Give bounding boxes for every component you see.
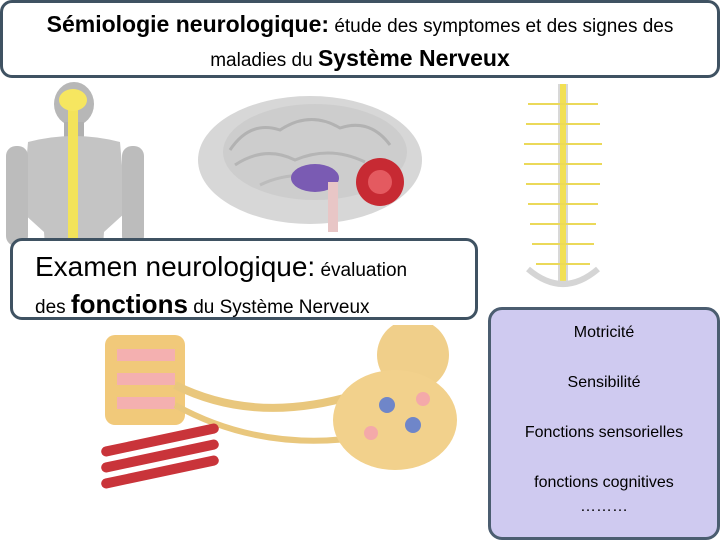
functions-list-box	[488, 307, 720, 540]
exam-box	[10, 238, 478, 320]
nerve-tissue-illustration	[95, 325, 485, 495]
exam-line-1	[35, 251, 407, 283]
list-item-fonctions-cognitives: fonctions cognitives	[534, 474, 674, 491]
exam-emphasis: fonctions	[70, 289, 188, 319]
title-subtext-2: maladies du	[210, 50, 313, 71]
exam-line-2	[35, 289, 370, 320]
title-box	[0, 0, 720, 78]
list-item-fonctions-sensorielles: Fonctions sensorielles	[524, 424, 684, 441]
exam-subtext-2: des	[35, 297, 66, 318]
list-item-motricite: Motricité	[573, 324, 635, 341]
title-line-1	[3, 11, 717, 38]
title-heading: Sémiologie neurologique:	[46, 11, 330, 37]
exam-subtext-3: du Système Nerveux	[193, 297, 370, 318]
spine-illustration	[508, 84, 618, 294]
list-item-ellipsis: ………	[580, 498, 628, 515]
exam-heading: Examen neurologique:	[35, 251, 316, 282]
title-subtext: étude des symptomes et des signes des	[334, 16, 674, 37]
title-emphasis: Système Nerveux	[317, 45, 510, 71]
list-item-sensibilite: Sensibilité	[567, 374, 641, 391]
title-line-2	[3, 45, 717, 72]
human-body-illustration	[6, 82, 166, 262]
exam-subtext: évaluation	[320, 260, 408, 281]
brain-illustration	[190, 90, 430, 235]
